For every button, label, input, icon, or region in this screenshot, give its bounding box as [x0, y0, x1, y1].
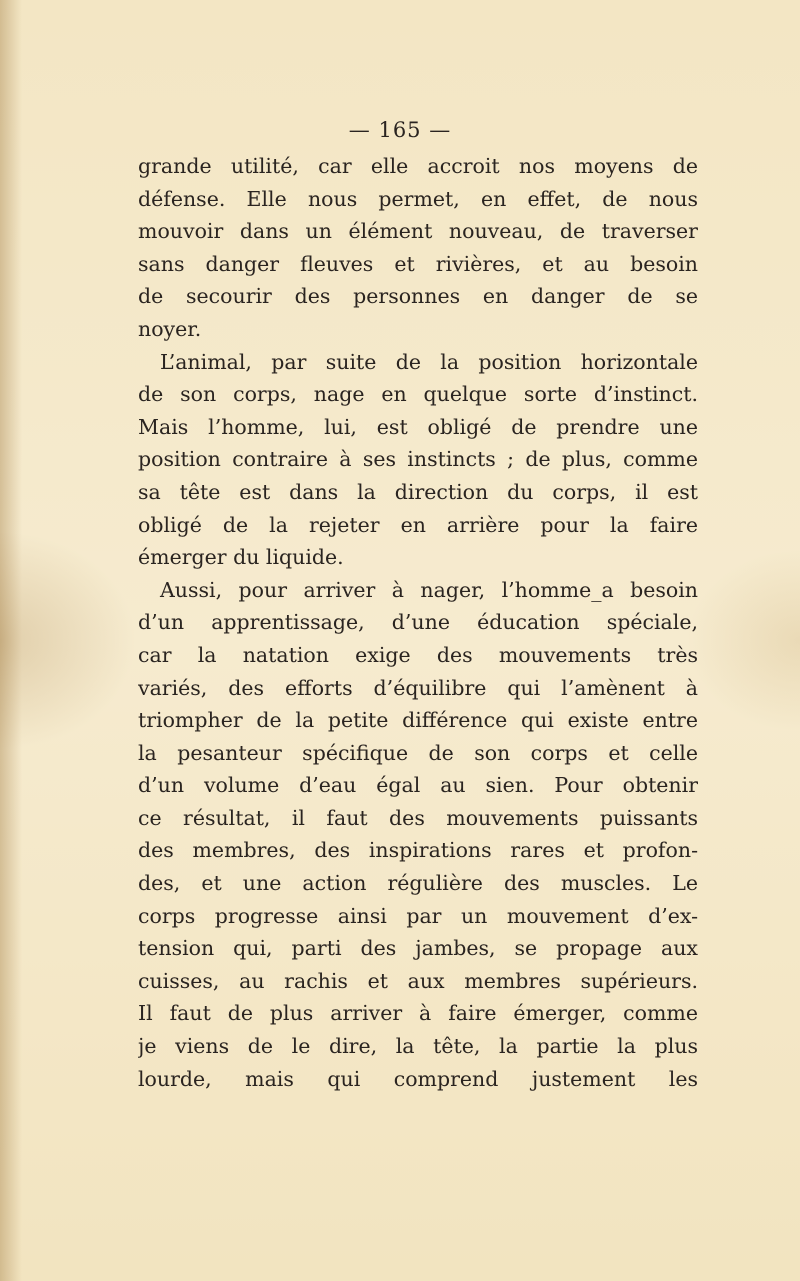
text-line: sans danger fleuves et rivières, et au besoin — [138, 251, 698, 276]
text-line: tension qui, parti des jambes, se propage aux — [138, 936, 698, 961]
text-line: mouvoir dans un élément nouveau, de traverser — [138, 219, 698, 244]
text-line: des membres, des inspirations rares et profon- — [138, 838, 698, 863]
text-line: Il faut de plus arriver à faire émerger, comme — [138, 1001, 698, 1026]
text-line: car la natation exige des mouvements très — [138, 642, 698, 667]
text-line: noyer. — [138, 316, 202, 341]
text-line: la pesanteur spécifique de son corps et celle — [138, 740, 698, 765]
text-line: corps progresse ainsi par un mouvement d’ex- — [138, 903, 698, 928]
text-line: Mais l’homme, lui, est obligé de prendre une — [138, 414, 698, 439]
text-line: variés, des efforts d’équilibre qui l’amènent à — [138, 675, 698, 700]
text-line: sa tête est dans la direction du corps, il est — [138, 479, 698, 504]
text-line: émerger du liquide. — [138, 545, 344, 570]
paragraph-start-line: L’animal, par suite de la position horizontale — [160, 349, 698, 374]
page-number: — 165 — — [348, 118, 452, 142]
text-line: cuisses, au rachis et aux membres supérieurs. — [138, 968, 698, 993]
text-line: défense. Elle nous permet, en effet, de nous — [138, 186, 698, 211]
paragraph-start-line: Aussi, pour arriver à nager, l’homme_a besoin — [160, 577, 698, 602]
text-line: obligé de la rejeter en arrière pour la faire — [138, 512, 698, 537]
page-edge-shadow — [0, 0, 22, 1281]
text-line: grande utilité, car elle accroit nos moyens de — [138, 154, 698, 178]
text-line: d’un apprentissage, d’une éducation spéciale, — [138, 610, 698, 635]
text-line: position contraire à ses instincts ; de plus, comme — [138, 447, 698, 472]
text-line: des, et une action régulière des muscles. Le — [138, 871, 698, 896]
text-line: d’un volume d’eau égal au sien. Pour obtenir — [138, 773, 698, 798]
text-line: ce résultat, il faut des mouvements puissants — [138, 805, 698, 830]
text-line: de son corps, nage en quelque sorte d’instinct. — [138, 382, 698, 407]
text-line: de secourir des personnes en danger de se — [138, 284, 698, 309]
body-text — [138, 150, 698, 1095]
text-line: triompher de la petite différence qui existe entre — [138, 708, 698, 733]
text-line: lourde, mais qui comprend justement les — [138, 1066, 698, 1091]
text-line: je viens de le dire, la tête, la partie la plus — [138, 1034, 698, 1059]
